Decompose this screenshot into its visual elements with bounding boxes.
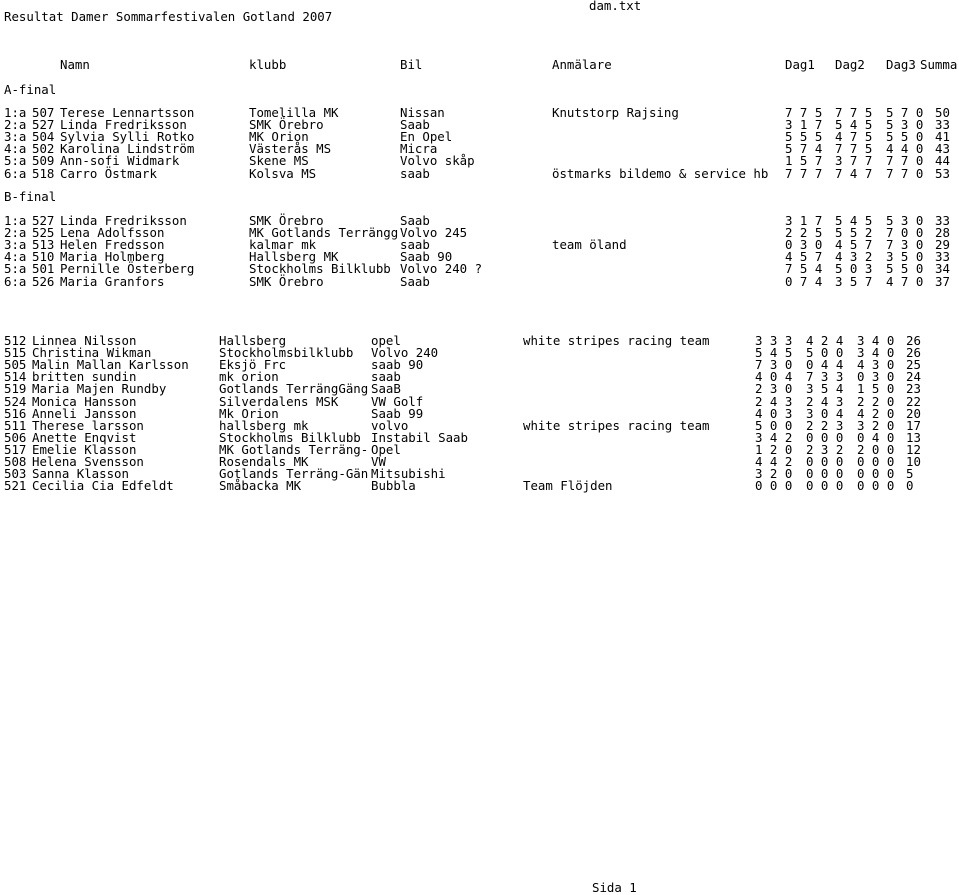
cell-dag3: 5 3 0 — [886, 117, 924, 133]
cell-entrant: white stripes racing team — [523, 333, 710, 348]
cell-name: Anneli Jansson — [32, 405, 137, 421]
cell-name: Lena Adolfsson — [60, 225, 165, 241]
cell-dag2: 3 5 7 — [835, 273, 873, 289]
cell-start-number: 515 — [4, 345, 27, 361]
cell-name: Sylvia Sylli Rotko — [60, 129, 195, 145]
cell-car: En Opel — [400, 129, 453, 145]
cell-dag3: 7 7 0 — [886, 165, 924, 181]
cell-start-number: 519 — [4, 381, 27, 397]
cell-start-number: 527 — [32, 213, 55, 228]
cell-car: saab — [400, 165, 430, 181]
cell-name: Maria Majen Rundby — [32, 381, 167, 397]
cell-club: Gotlands TerrängGäng — [219, 381, 369, 397]
cell-summa: 22 — [906, 393, 921, 409]
cell-club: hallsberg mk — [219, 417, 309, 433]
col-dag1: Dag1 — [785, 57, 815, 72]
cell-car: Mitsubishi — [371, 466, 446, 482]
cell-dag2: 2 2 3 — [806, 417, 844, 433]
cell-summa: 41 — [935, 129, 950, 145]
cell-dag1: 3 4 2 — [755, 429, 793, 445]
cell-name: Monica Hansson — [32, 393, 137, 409]
col-anmalare: Anmälare — [552, 57, 612, 72]
cell-dag2: 0 0 0 — [806, 429, 844, 445]
cell-dag1: 7 5 4 — [785, 261, 823, 277]
cell-car: Volvo 245 — [400, 225, 468, 241]
cell-place: 6:a — [4, 273, 27, 289]
cell-car: Saab — [400, 213, 430, 228]
cell-dag2: 4 7 5 — [835, 129, 873, 145]
a-final-label: A-final — [4, 82, 57, 97]
cell-place: 4:a — [4, 249, 27, 265]
cell-name: Maria Granfors — [60, 273, 165, 289]
cell-club: mk orion — [219, 369, 279, 385]
cell-car: Opel — [371, 441, 401, 457]
cell-dag3: 5 5 0 — [886, 129, 924, 145]
cell-dag1: 5 4 5 — [755, 345, 793, 361]
cell-club: Mk Orion — [219, 405, 279, 421]
cell-name: Pernille Österberg — [60, 261, 195, 277]
cell-name: Anette Enqvist — [32, 429, 137, 445]
cell-dag3: 3 4 0 — [857, 333, 895, 348]
cell-name: Linnea Nilsson — [32, 333, 137, 348]
cell-summa: 25 — [906, 357, 921, 373]
col-bil: Bil — [400, 57, 423, 72]
cell-dag3: 7 3 0 — [886, 237, 924, 253]
cell-dag3: 0 3 0 — [857, 369, 895, 385]
cell-summa: 26 — [906, 333, 921, 348]
cell-dag2: 5 5 2 — [835, 225, 873, 241]
cell-club: Småbacka MK — [219, 478, 302, 494]
cell-dag1: 1 5 7 — [785, 153, 823, 169]
cell-name: Helen Fredsson — [60, 237, 165, 253]
cell-summa: 37 — [935, 273, 950, 289]
cell-club: SMK Örebro — [249, 273, 324, 289]
cell-start-number: 504 — [32, 129, 55, 145]
cell-club: MK Gotlands Terrängg — [249, 225, 399, 241]
cell-dag2: 4 2 4 — [806, 333, 844, 348]
cell-dag3: 2 0 0 — [857, 441, 895, 457]
cell-car: saab — [400, 237, 430, 253]
cell-summa: 26 — [906, 345, 921, 361]
cell-name: Ann-sofi Widmark — [60, 153, 180, 169]
cell-dag2: 0 4 4 — [806, 357, 844, 373]
cell-dag3: 0 0 0 — [857, 454, 895, 469]
cell-summa: 34 — [935, 261, 950, 277]
cell-club: Stockholms Bilklubb — [249, 261, 391, 277]
cell-dag1: 1 2 0 — [755, 441, 793, 457]
cell-dag1: 5 7 4 — [785, 141, 823, 157]
cell-name: Cecilia Cia Edfeldt — [32, 478, 174, 494]
cell-summa: 5 — [906, 466, 914, 482]
column-header-row — [0, 59, 959, 71]
cell-start-number: 525 — [32, 225, 55, 241]
cell-dag1: 3 1 7 — [785, 117, 823, 133]
cell-place: 6:a — [4, 165, 27, 181]
cell-place: 5:a — [4, 153, 27, 169]
cell-dag2: 5 0 3 — [835, 261, 873, 277]
cell-dag2: 2 3 2 — [806, 441, 844, 457]
cell-dag3: 5 7 0 — [886, 105, 924, 120]
cell-entrant: östmarks bildemo & service hb — [552, 165, 769, 181]
cell-dag3: 4 3 0 — [857, 357, 895, 373]
cell-name: Sanna Klasson — [32, 466, 129, 482]
cell-car: VW Golf — [371, 393, 424, 409]
col-klubb: klubb — [249, 57, 287, 72]
cell-club: Tomelilla MK — [249, 105, 339, 120]
cell-dag1: 2 3 0 — [755, 381, 793, 397]
cell-summa: 23 — [906, 381, 921, 397]
cell-car: Volvo 240 ? — [400, 261, 483, 277]
cell-dag1: 0 3 0 — [785, 237, 823, 253]
cell-summa: 33 — [935, 213, 950, 228]
cell-start-number: 509 — [32, 153, 55, 169]
cell-dag3: 0 0 0 — [857, 478, 895, 494]
cell-dag1: 3 3 3 — [755, 333, 793, 348]
cell-start-number: 516 — [4, 405, 27, 421]
cell-dag2: 0 0 0 — [806, 466, 844, 482]
cell-start-number: 517 — [4, 441, 27, 457]
cell-start-number: 510 — [32, 249, 55, 265]
cell-summa: 12 — [906, 441, 921, 457]
cell-start-number: 503 — [4, 466, 27, 482]
cell-car: Instabil Saab — [371, 429, 468, 445]
cell-dag3: 3 4 0 — [857, 345, 895, 361]
cell-dag1: 0 0 0 — [755, 478, 793, 494]
cell-summa: 0 — [906, 478, 914, 494]
cell-dag2: 5 4 5 — [835, 213, 873, 228]
cell-club: Rosendals MK — [219, 454, 309, 469]
cell-start-number: 521 — [4, 478, 27, 494]
cell-start-number: 511 — [4, 417, 27, 433]
cell-dag1: 3 1 7 — [785, 213, 823, 228]
cell-summa: 44 — [935, 153, 950, 169]
cell-dag2: 4 3 2 — [835, 249, 873, 265]
cell-name: Malin Mallan Karlsson — [32, 357, 189, 373]
cell-name: Therese larsson — [32, 417, 144, 433]
cell-dag1: 7 3 0 — [755, 357, 793, 373]
cell-entrant: team öland — [552, 237, 627, 253]
cell-place: 3:a — [4, 129, 27, 145]
cell-dag1: 2 4 3 — [755, 393, 793, 409]
cell-club: Hallsberg MK — [249, 249, 339, 265]
cell-start-number: 512 — [4, 333, 27, 348]
cell-dag1: 5 5 5 — [785, 129, 823, 145]
cell-summa: 33 — [935, 249, 950, 265]
cell-car: SaaB — [371, 381, 401, 397]
cell-place: 5:a — [4, 261, 27, 277]
cell-dag3: 3 5 0 — [886, 249, 924, 265]
col-namn: Namn — [60, 57, 90, 72]
cell-place: 1:a — [4, 213, 27, 228]
cell-name: Linda Fredriksson — [60, 213, 187, 228]
cell-dag2: 0 0 0 — [806, 478, 844, 494]
cell-dag1: 7 7 5 — [785, 105, 823, 120]
cell-club: Kolsva MS — [249, 165, 317, 181]
cell-dag2: 4 5 7 — [835, 237, 873, 253]
cell-dag1: 2 2 5 — [785, 225, 823, 241]
table-row — [0, 480, 959, 492]
cell-summa: 50 — [935, 105, 950, 120]
cell-start-number: 526 — [32, 273, 55, 289]
cell-place: 2:a — [4, 117, 27, 133]
cell-car: opel — [371, 333, 401, 348]
cell-name: Maria Holmberg — [60, 249, 165, 265]
cell-car: saab 90 — [371, 357, 424, 373]
cell-dag3: 7 0 0 — [886, 225, 924, 241]
cell-summa: 13 — [906, 429, 921, 445]
cell-dag2: 5 4 5 — [835, 117, 873, 133]
cell-name: Christina Wikman — [32, 345, 152, 361]
cell-car: Saab 90 — [400, 249, 453, 265]
cell-car: Saab — [400, 273, 430, 289]
cell-car: Nissan — [400, 105, 445, 120]
cell-dag2: 7 7 5 — [835, 141, 873, 157]
cell-club: kalmar mk — [249, 237, 317, 253]
cell-place: 2:a — [4, 225, 27, 241]
cell-name: Linda Fredriksson — [60, 117, 187, 133]
cell-dag3: 7 7 0 — [886, 153, 924, 169]
cell-dag2: 0 0 0 — [806, 454, 844, 469]
cell-club: SMK Örebro — [249, 117, 324, 133]
cell-start-number: 501 — [32, 261, 55, 277]
cell-dag3: 3 2 0 — [857, 417, 895, 433]
cell-summa: 43 — [935, 141, 950, 157]
table-row — [0, 273, 959, 289]
cell-summa: 28 — [935, 225, 950, 241]
cell-place: 1:a — [4, 105, 27, 120]
cell-dag3: 5 3 0 — [886, 213, 924, 228]
cell-entrant: Team Flöjden — [523, 478, 613, 494]
cell-car: saab — [371, 369, 401, 385]
cell-dag2: 7 4 7 — [835, 165, 873, 181]
cell-start-number: 514 — [4, 369, 27, 385]
page-number: Sida 1 — [592, 880, 637, 895]
cell-dag1: 4 0 3 — [755, 405, 793, 421]
cell-start-number: 518 — [32, 165, 55, 181]
col-dag2: Dag2 — [835, 57, 865, 72]
cell-dag1: 4 4 2 — [755, 454, 793, 469]
cell-club: Västerås MS — [249, 141, 332, 157]
cell-club: Skene MS — [249, 153, 309, 169]
cell-dag3: 2 2 0 — [857, 393, 895, 409]
cell-dag3: 0 0 0 — [857, 466, 895, 482]
cell-club: MK Gotlands Terräng- — [219, 441, 369, 457]
cell-dag2: 3 5 4 — [806, 381, 844, 397]
cell-car: Micra — [400, 141, 438, 157]
cell-dag2: 2 4 3 — [806, 393, 844, 409]
document-title: Resultat Damer Sommarfestivalen Gotland 2007 — [4, 9, 333, 24]
cell-summa: 29 — [935, 237, 950, 253]
cell-summa: 24 — [906, 369, 921, 385]
cell-name: Carro Östmark — [60, 165, 157, 181]
cell-summa: 10 — [906, 454, 921, 469]
cell-club: Hallsberg — [219, 333, 287, 348]
cell-dag2: 5 0 0 — [806, 345, 844, 361]
cell-summa: 17 — [906, 417, 921, 433]
cell-club: Stockholmsbilklubb — [219, 345, 354, 361]
cell-place: 4:a — [4, 141, 27, 157]
cell-name: Terese Lennartsson — [60, 105, 195, 120]
file-name: dam.txt — [589, 0, 642, 13]
table-row — [0, 165, 959, 181]
cell-name: britten sundin — [32, 369, 137, 385]
cell-dag2: 3 7 7 — [835, 153, 873, 169]
cell-dag3: 5 5 0 — [886, 261, 924, 277]
cell-dag3: 4 2 0 — [857, 405, 895, 421]
cell-dag3: 4 7 0 — [886, 273, 924, 289]
cell-dag3: 0 4 0 — [857, 429, 895, 445]
cell-club: Gotlands Terräng-Gän — [219, 466, 369, 482]
cell-car: Saab — [400, 117, 430, 133]
cell-dag2: 3 0 4 — [806, 405, 844, 421]
cell-entrant: white stripes racing team — [523, 417, 710, 433]
cell-dag2: 7 3 3 — [806, 369, 844, 385]
cell-car: volvo — [371, 417, 409, 433]
cell-summa: 33 — [935, 117, 950, 133]
cell-dag1: 5 0 0 — [755, 417, 793, 433]
cell-club: Eksjö Frc — [219, 357, 287, 373]
b-final-label: B-final — [4, 189, 57, 204]
cell-name: Emelie Klasson — [32, 441, 137, 457]
cell-name: Karolina Lindström — [60, 141, 195, 157]
cell-dag2: 7 7 5 — [835, 105, 873, 120]
cell-dag1: 4 5 7 — [785, 249, 823, 265]
col-dag3: Dag3 — [886, 57, 916, 72]
cell-start-number: 524 — [4, 393, 27, 409]
cell-place: 3:a — [4, 237, 27, 253]
cell-club: SMK Örebro — [249, 213, 324, 228]
cell-car: Saab 99 — [371, 405, 424, 421]
cell-entrant: Knutstorp Rajsing — [552, 105, 679, 120]
cell-dag1: 7 7 7 — [785, 165, 823, 181]
cell-dag3: 4 4 0 — [886, 141, 924, 157]
cell-start-number: 508 — [4, 454, 27, 469]
cell-dag1: 0 7 4 — [785, 273, 823, 289]
cell-start-number: 527 — [32, 117, 55, 133]
cell-dag3: 1 5 0 — [857, 381, 895, 397]
cell-car: Volvo 240 — [371, 345, 439, 361]
cell-car: Bubbla — [371, 478, 416, 494]
cell-start-number: 507 — [32, 105, 55, 120]
cell-start-number: 513 — [32, 237, 55, 253]
cell-car: Volvo skåp — [400, 153, 475, 169]
cell-dag1: 3 2 0 — [755, 466, 793, 482]
cell-summa: 20 — [906, 405, 921, 421]
col-summa: Summa — [920, 57, 958, 72]
cell-club: MK Orion — [249, 129, 309, 145]
cell-club: Stockholms Bilklubb — [219, 429, 361, 445]
cell-start-number: 506 — [4, 429, 27, 445]
cell-dag1: 4 0 4 — [755, 369, 793, 385]
cell-name: Helena Svensson — [32, 454, 144, 469]
cell-car: VW — [371, 454, 386, 469]
cell-summa: 53 — [935, 165, 950, 181]
cell-club: Silverdalens MSK — [219, 393, 339, 409]
cell-start-number: 505 — [4, 357, 27, 373]
cell-start-number: 502 — [32, 141, 55, 157]
